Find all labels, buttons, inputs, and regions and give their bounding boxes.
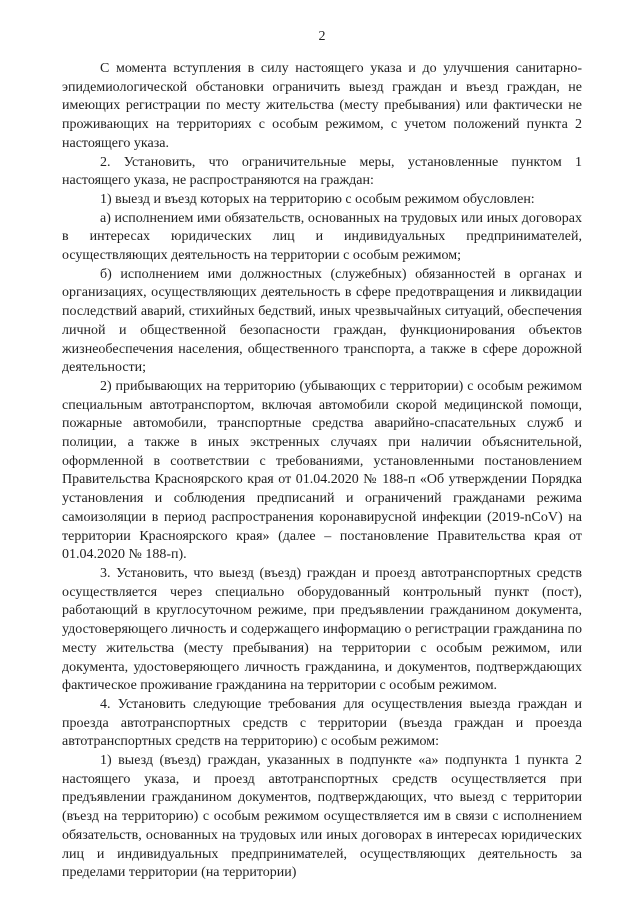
paragraph-item-4: 4. Установить следующие требования для осуществления выезда граждан и проезда автотранспортных средств с территории (въезда граждан и проезда автотранспортных средств на территорию) с особым режимом: — [62, 696, 582, 750]
paragraph-subitem-2-1: 1) выезд и въезд которых на территорию с особым режимом обусловлен: — [100, 191, 535, 207]
paragraph-item-2: 2. Установить, что ограничительные меры, установленные пунктом 1 настоящего указа, не распространяются на граждан: — [62, 154, 582, 189]
paragraph-subitem-2-1-a: а) исполнением ими обязательств, основанных на трудовых или иных договорах в интересах юридических лиц и индивидуальных предпринимателей, осуществляющих деятельность на территории с особым режимом; — [62, 210, 582, 264]
page-number: 2 — [318, 29, 326, 44]
paragraph-intro: С момента вступления в силу настоящего указа и до улучшения санитарно-эпидемиологической обстановки ограничить выезд граждан и въезд граждан, не имеющих регистрации по месту жительства (месту пребывания) или фактически не проживающих на территориях с особым режимом, с учетом положений пункта 2 настоящего указа. — [62, 61, 582, 151]
paragraph-item-3: 3. Установить, что выезд (въезд) граждан и проезд автотранспортных средств осуществляется через специально оборудованный контрольный пункт (пост), работающий в круглосуточном режиме, при предъявлении гражданином документа, удостоверяющего личность и содержащего информацию о регистрации гражданина по месту жительства (месту пребывания) на территории с особым режимом, или документа, удостоверяющего личность гражданина, и документов, подтверждающих фактическое проживание гражданина на территории с особым режимом. — [62, 565, 582, 694]
paragraph-subitem-2-1-b: б) исполнением ими должностных (служебных) обязанностей в органах и организациях, осуществляющих деятельность в сфере предотвращения и ликвидации последствий аварий, стихийных бедствий, иных чрезвычайных ситуаций, обеспечения личной и общественной безопасности граждан, функционирования объектов жизнеобеспечения населения, общественного транспорта, а также в сфере дорожной деятельности; — [62, 266, 582, 376]
paragraph-subitem-4-1: 1) выезд (въезд) граждан, указанных в подпункте «а» подпункта 1 пункта 2 настоящего указа, и проезд автотранспортных средств осуществляется при предъявлении гражданином документов, подтверждающих, что выезд с территории (въезд на территорию) с особым режимом осуществляется им в связи с исполнением обязательств, основанных на трудовых или иных договорах в интересах юридических лиц и индивидуальных предпринимателей, осуществляющих деятельность за пределами территории (на территории) — [62, 753, 582, 881]
document-page — [62, 28, 582, 883]
paragraph-subitem-2-2: 2) прибывающих на территорию (убывающих с территории) с особым режимом специальным автотранспортом, включая автомобили скорой медицинской помощи, пожарные автомобили, транспортные средства аварийно-спасательных служб и полиции, а также в иных экстренных случаях при наличии объяснительной, оформленной в соответствии с требованиями, установленными постановлением Правительства Красноярского края от 01.04.2020 № 188-п «Об утверждении Порядка установления и соблюдения предписаний и ограничений гражданами режима самоизоляции в период распространения коронавирусной инфекции (2019-nCoV) на территории Красноярского края» (далее – постановление Правительства края от 01.04.2020 № 188-п). — [62, 378, 582, 563]
